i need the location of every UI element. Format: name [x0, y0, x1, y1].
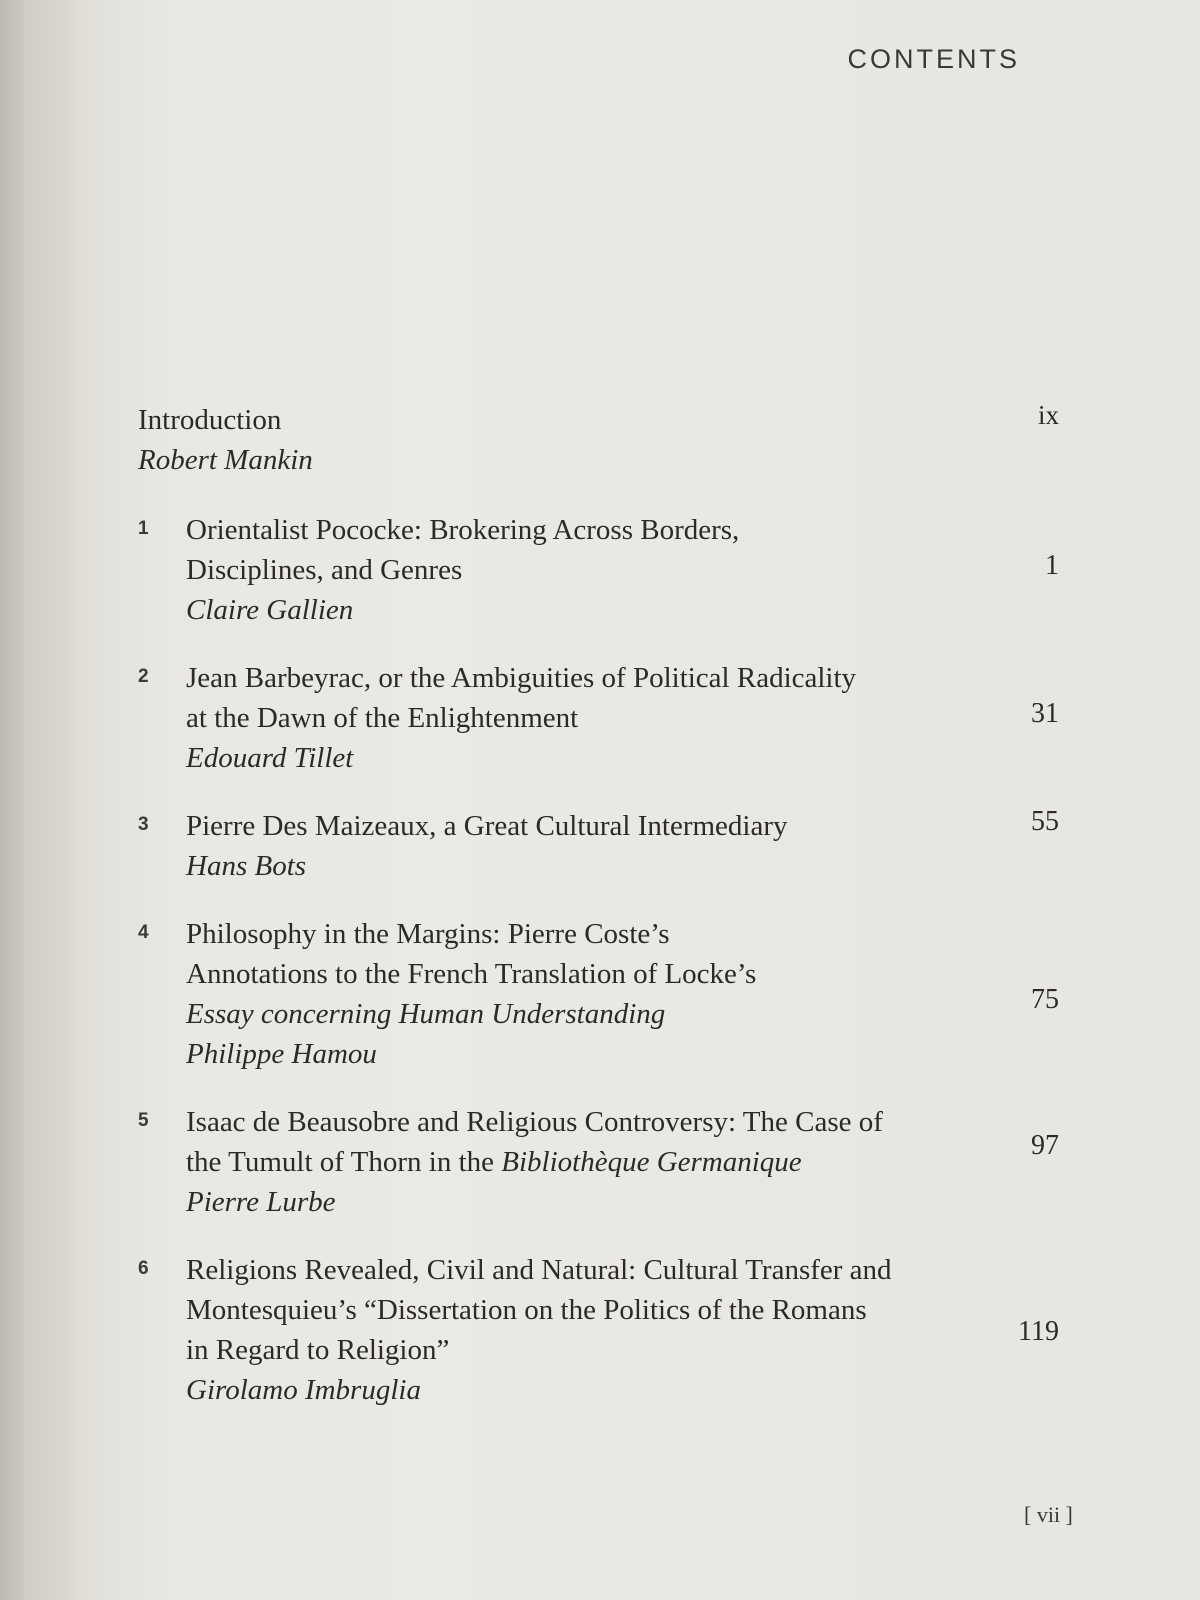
chapter-number: 6: [138, 1258, 149, 1279]
entry-page-number: 1: [1045, 550, 1059, 581]
entry-title-line: [186, 1142, 1073, 1182]
book-page: [24, 0, 1200, 1600]
entry-author: Pierre Lurbe: [186, 1186, 336, 1218]
entry-page-number: 55: [1031, 806, 1059, 837]
entry-page-number: 119: [1018, 1316, 1059, 1347]
entry-title-line: Pierre Des Maizeaux, a Great Cultural Intermediary: [186, 810, 788, 842]
entry-page-number: 97: [1031, 1130, 1059, 1161]
entry-title-line: Orientalist Pococke: Brokering Across Borders,: [186, 514, 740, 546]
toc-entry-chapter-5[interactable]: [138, 1102, 1073, 1222]
entry-author: Robert Mankin: [138, 444, 313, 476]
entry-page-number: ix: [1037, 400, 1059, 430]
title-italic-part: Bibliothèque Germanique: [501, 1146, 802, 1178]
entry-title-line: Philosophy in the Margins: Pierre Coste’s: [186, 918, 670, 950]
entry-title-line: in Regard to Religion”: [186, 1334, 450, 1366]
toc-entry-chapter-6[interactable]: [138, 1250, 1073, 1410]
table-of-contents: [138, 400, 1073, 1438]
entry-title-line: Disciplines, and Genres: [186, 554, 463, 586]
entry-author: Hans Bots: [186, 850, 307, 882]
chapter-number: 2: [138, 666, 149, 687]
toc-entry-chapter-4[interactable]: [138, 914, 1073, 1074]
chapter-number: 1: [138, 518, 149, 539]
entry-title-line: Religions Revealed, Civil and Natural: Cultural Transfer and: [186, 1254, 892, 1286]
toc-entry-chapter-1[interactable]: [138, 510, 1073, 630]
entry-author: Philippe Hamou: [186, 1038, 377, 1070]
entry-page-number: 75: [1031, 984, 1059, 1015]
entry-author: Claire Gallien: [186, 594, 354, 626]
show-through-text: [354, 40, 1014, 360]
entry-page-number: 31: [1031, 698, 1059, 729]
entry-title-line: Montesquieu’s “Dissertation on the Politics of the Romans: [186, 1294, 867, 1326]
toc-entry-introduction[interactable]: [138, 400, 1073, 480]
toc-entry-chapter-3[interactable]: [138, 806, 1073, 886]
entry-author: Girolamo Imbruglia: [186, 1374, 421, 1406]
chapter-number: 5: [138, 1110, 149, 1131]
folio-page-number: [ vii ]: [1024, 1502, 1073, 1527]
entry-title: Introduction: [138, 404, 282, 436]
toc-entry-chapter-2[interactable]: [138, 658, 1073, 778]
entry-title-italic-line: Essay concerning Human Understanding: [186, 998, 666, 1030]
running-head: CONTENTS: [847, 44, 1020, 74]
entry-author: Edouard Tillet: [186, 742, 354, 774]
entry-title-line: at the Dawn of the Enlightenment: [186, 702, 579, 734]
title-roman-part: the Tumult of Thorn in the: [186, 1146, 502, 1178]
entry-title-line: Annotations to the French Translation of Locke’s: [186, 958, 757, 990]
chapter-number: 3: [138, 814, 149, 835]
entry-title-line: Jean Barbeyrac, or the Ambiguities of Political Radicality: [186, 662, 857, 694]
entry-title-line: Isaac de Beausobre and Religious Controversy: The Case of: [186, 1106, 883, 1138]
chapter-number: 4: [138, 922, 149, 943]
